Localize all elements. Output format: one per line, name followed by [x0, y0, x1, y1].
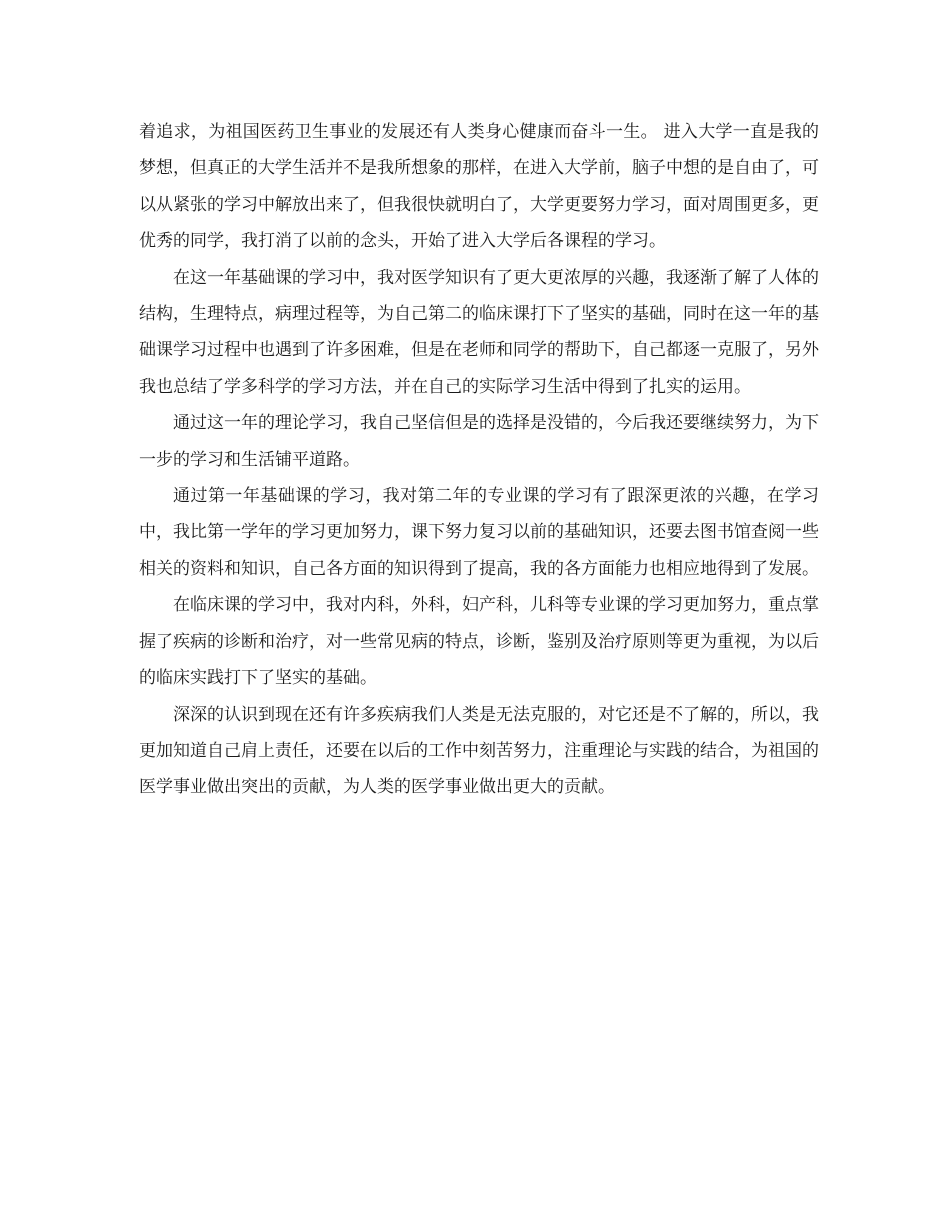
document-body	[139, 114, 819, 806]
paragraph: 通过第一年基础课的学习，我对第二年的专业课的学习有了跟深更浓的兴趣，在学习中，我比第一学年的学习更加努力，课下努力复习以前的基础知识，还要去图书馆查阅一些相关的资料和知识，自己各方面的知识得到了提高，我的各方面能力也相应地得到了发展。	[139, 486, 819, 579]
paragraph: 深深的认识到现在还有许多疾病我们人类是无法克服的，对它还是不了解的，所以，我更加知道自己肩上责任，还要在以后的工作中刻苦努力，注重理论与实践的结合，为祖国的医学事业做出突出的贡献，为人类的医学事业做出更大的贡献。	[139, 704, 819, 798]
paragraph: 通过这一年的理论学习，我自己坚信但是的选择是没错的，今后我还要继续努力，为下一步的学习和生活铺平道路。	[139, 413, 819, 470]
paragraph-continuation: 着追求，为祖国医药卫生事业的发展还有人类身心健康而奋斗一生。 进入大学一直是我的梦想，但真正的大学生活并不是我所想象的那样，在进入大学前，脑子中想的是自由了，可以从紧张的学习中解放出来了，但我很快就明白了，大学更要努力学习，面对周围更多，更优秀的同学，我打消了以前的念头，开始了进入大学后各课程的学习。	[139, 122, 819, 252]
paragraph: 在临床课的学习中，我对内科，外科，妇产科，儿科等专业课的学习更加努力，重点掌握了疾病的诊断和治疗，对一些常见病的特点，诊断，鉴别及治疗原则等更为重视，为以后的临床实践打下了坚实的基础。	[139, 595, 819, 689]
paragraph: 在这一年基础课的学习中，我对医学知识有了更大更浓厚的兴趣，我逐渐了解了人体的结构，生理特点，病理过程等，为自己第二的临床课打下了坚实的基础，同时在这一年的基础课学习过程中也遇到了许多困难，但是在老师和同学的帮助下，自己都逐一克服了，另外我也总结了学多科学的学习方法，并在自己的实际学习生活中得到了扎实的运用。	[139, 267, 819, 397]
